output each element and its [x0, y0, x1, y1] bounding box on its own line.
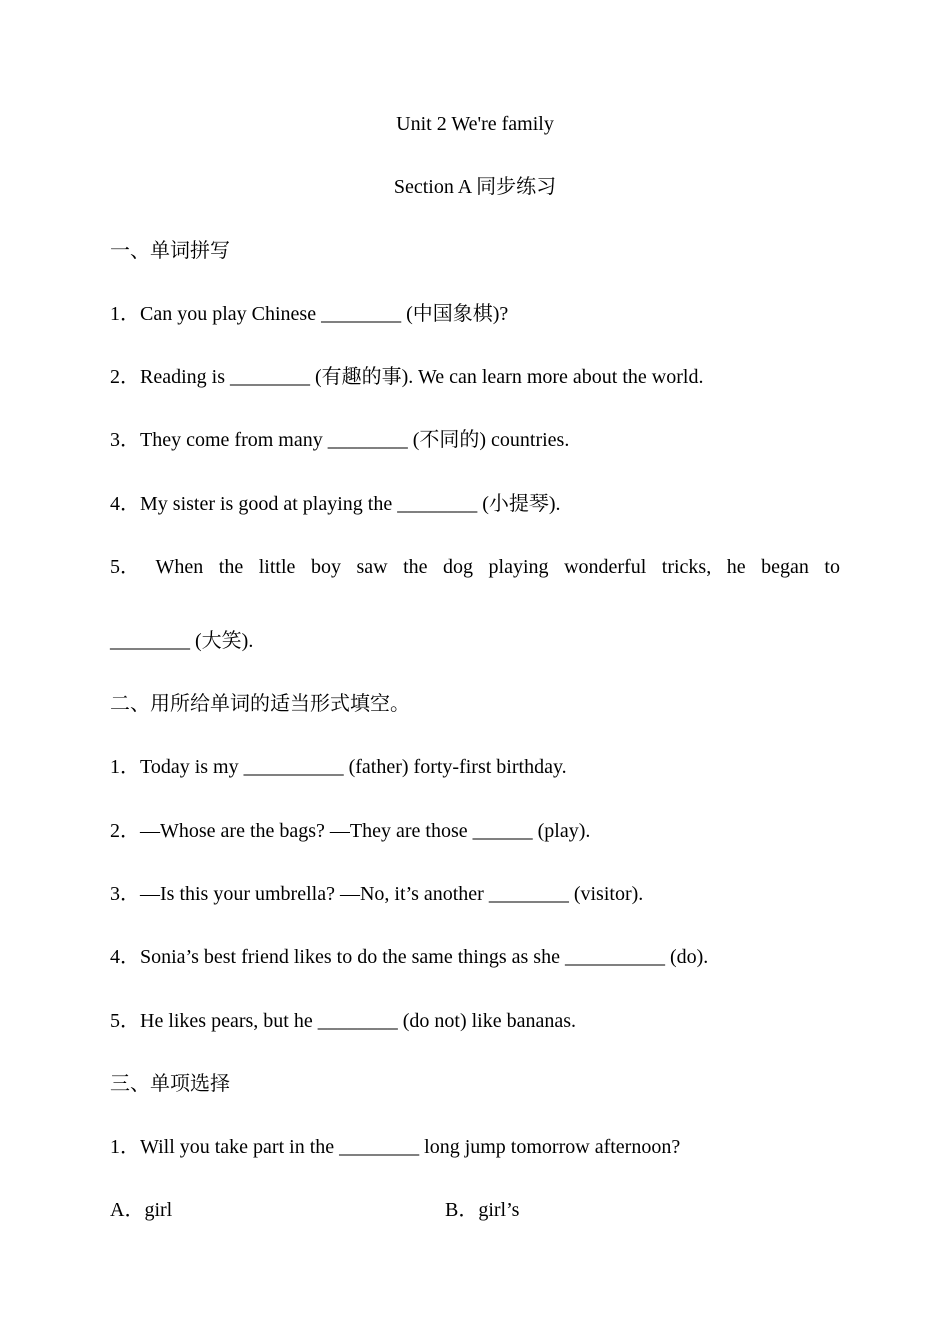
- worksheet-subtitle: Section A 同步练习: [393, 176, 557, 198]
- q5-word: little: [258, 556, 296, 578]
- section-1-question-5-continued: ________ (大笑).: [110, 630, 254, 652]
- section-3-options-row: [110, 1198, 840, 1222]
- section-2-question-1: 1．Today is my __________ (father) forty-first birthday.: [110, 756, 567, 778]
- section-3-question-1: 1．Will you take part in the ________ long jump tomorrow afternoon?: [110, 1136, 681, 1158]
- q5-word: When: [155, 556, 204, 578]
- worksheet-title: Unit 2 We're family: [396, 113, 554, 135]
- q5-word: saw: [356, 556, 388, 578]
- q5-word: tricks,: [661, 556, 712, 578]
- section-2-question-4: 4．Sonia’s best friend likes to do the same things as she __________ (do).: [110, 946, 709, 968]
- q5-word: playing: [488, 556, 549, 578]
- section-2-heading: 二、用所给单词的适当形式填空。: [110, 693, 410, 715]
- section-3-heading: 三、单项选择: [110, 1073, 230, 1095]
- q5-word: the: [403, 556, 428, 578]
- q5-word: he: [726, 556, 746, 578]
- q5-word: dog: [443, 556, 474, 578]
- section-2-question-5: 5．He likes pears, but he ________ (do not) like bananas.: [110, 1010, 577, 1032]
- section-1-question-4: 4．My sister is good at playing the ________ (小提琴).: [110, 493, 561, 515]
- option-a: A．girl: [110, 1199, 173, 1221]
- q5-word: 5．: [110, 556, 140, 578]
- option-b: B．girl’s: [445, 1199, 520, 1221]
- q5-word: the: [218, 556, 244, 578]
- q5-word: to: [824, 556, 840, 578]
- section-2-question-2: 2．—Whose are the bags? —They are those ______ (play).: [110, 820, 591, 842]
- q5-word: began: [761, 556, 809, 578]
- section-1-question-3: 3．They come from many ________ (不同的) countries.: [110, 429, 570, 451]
- section-2-question-3: 3．—Is this your umbrella? —No, it’s another ________ (visitor).: [110, 883, 644, 905]
- section-1-question-2: 2．Reading is ________ (有趣的事). We can learn more about the world.: [110, 366, 704, 388]
- section-1-question-1: 1．Can you play Chinese ________ (中国象棋)?: [110, 303, 509, 325]
- section-1-heading: 一、单词拼写: [110, 240, 230, 262]
- section-1-question-5: [110, 555, 840, 579]
- q5-word: wonderful: [564, 556, 647, 578]
- q5-word: boy: [310, 556, 341, 578]
